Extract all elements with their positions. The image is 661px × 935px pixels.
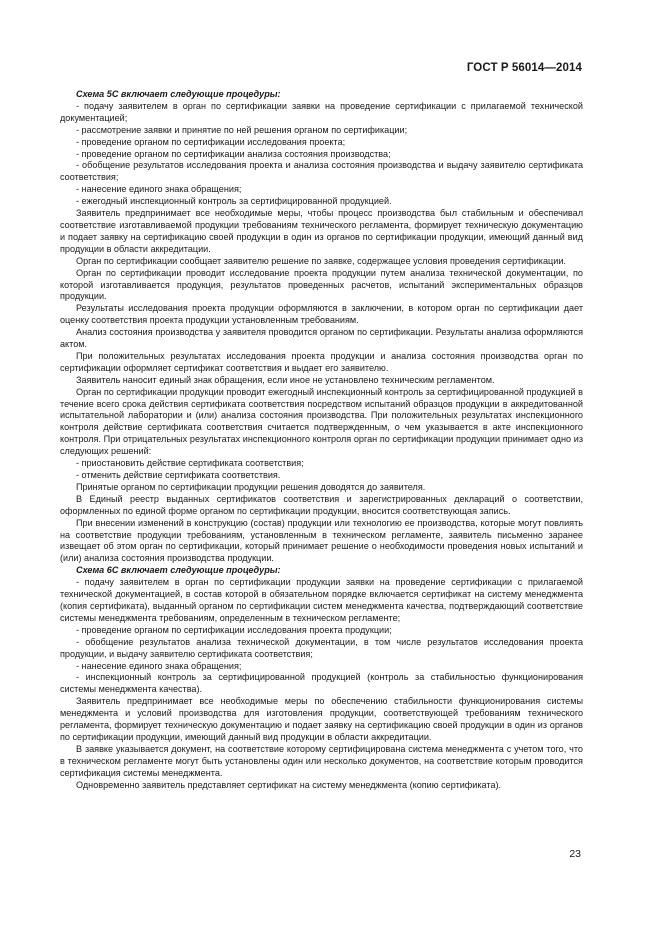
- page-number: 23: [569, 848, 581, 860]
- paragraph: При внесении изменений в конструкцию (состав) продукции или технологию ее производства, которые могут повлиять на соответствие продукции требованиям, установленным в техническом регламенте, заявитель письменно заранее извещает об этом орган по сертификации, который принимает решение о необходимости проведения новых испытаний и (или) анализа состояния производства продукции.: [60, 517, 583, 564]
- paragraph: В заявке указывается документ, на соответствие которому сертифицирована система менеджмента с учетом того, что в техническом регламенте могут быть установлены один или несколько документов, на соответствие которым проводится сертификация системы менеджмента.: [60, 743, 583, 778]
- scheme-5c-heading: Схема 5С включает следующие процедуры:: [76, 89, 281, 99]
- list-item: - проведение органом по сертификации анализа состояния производства;: [76, 148, 391, 159]
- list-item: - подачу заявителем в орган по сертификации заявки на проведение сертификации с прилагаемой технической документацией;: [60, 100, 583, 123]
- list-item: - обобщение результатов анализа технической документации, в том числе результатов исследования проекта продукции, и выдачу заявителю сертификата соответствия;: [60, 636, 583, 659]
- paragraph: Орган по сертификации проводит исследование проекта продукции путем анализа технической документации, по которой изготавливается продукция, результатов проведенных расчетов, испытаний экспериментальных образцов продукции.: [60, 267, 583, 302]
- paragraph: Заявитель предпринимает все необходимые меры по обеспечению стабильности функционирования системы менеджмента и условий производства для изготовления продукции, соответствующей требованиям технического регламента, формирует техническую документацию и подает заявку на сертификацию своей продукции в один из органов по сертификации продукции, имеющий данный вид продукции в области аккредитации.: [60, 696, 583, 742]
- paragraph: Орган по сертификации продукции проводит ежегодный инспекционный контроль за сертифицированной продукцией в течение всего срока действия сертификата соответствия посредством испытаний образцов продукции в аккредитованной испытательной лаборатории и (или) анализа состояния производства. При положительных результатах инспекционного контроля действие сертификата соответствия считается подтвержденным, о чем указывается в акте инспекционного контроля. При отрицательных результатах инспекционного контроля орган по сертификации продукции принимает одно из следующих решений:: [60, 386, 583, 457]
- list-item: - подачу заявителем в орган по сертификации продукции заявки на проведение сертификации с прилагаемой технической документацией, в состав которой в обязательном порядке включается сертификат на систему менеджмента (копия сертификата), выданный органом по сертификации систем менеджмента качества, подтверждающий соответствие системы менеджмента требованиям, определенным в техническом регламенте;: [60, 577, 583, 623]
- paragraph: Заявитель наносит единый знак обращения, если иное не установлено техническим регламентом.: [76, 374, 495, 385]
- paragraph: Одновременно заявитель представляет сертификат на систему менеджмента (копию сертификата).: [76, 779, 502, 790]
- scheme-6c-heading: Схема 6С включает следующие процедуры:: [76, 565, 281, 576]
- paragraph: Анализ состояния производства у заявителя проводится органом по сертификации. Результаты анализа оформляются актом.: [60, 327, 583, 350]
- list-item: - проведение органом по сертификации исследования проекта продукции;: [76, 624, 392, 635]
- paragraph: Результаты исследования проекта продукции оформляются в заключении, в котором орган по сертификации дает оценку соответствия проекта продукции установленным требованиям.: [60, 303, 583, 326]
- list-item: - отменить действие сертификата соответствия.: [76, 470, 281, 480]
- list-item: - проведение органом по сертификации исследования проекта;: [76, 136, 346, 147]
- list-item: - ежегодный инспекционный контроль за сертифицированной продукцией.: [76, 196, 392, 207]
- paragraph: Заявитель предпринимает все необходимые меры, чтобы процесс производства был стабильным и обеспечивал соответствие изготавливаемой продукции требованиям технического регламента, формирует техническую документацию и подает заявку на сертификацию своей продукции в один из органов по сертификации продукции, имеющий данный вид продукции в области аккредитации.: [60, 208, 583, 254]
- list-item: - нанесение единого знака обращения;: [76, 184, 242, 195]
- list-item: - инспекционный контроль за сертифицированной продукцией (контроль за стабильностью функционирования системы менеджмента качества).: [60, 672, 583, 695]
- paragraph: Орган по сертификации сообщает заявителю решение по заявке, содержащее условия проведения сертификации.: [76, 255, 566, 266]
- list-item: - рассмотрение заявки и принятие по ней решения органом по сертификации;: [76, 124, 408, 135]
- list-item: - нанесение единого знака обращения;: [76, 660, 242, 671]
- list-item: - приостановить действие сертификата соответствия;: [76, 458, 304, 469]
- list-item: - обобщение результатов исследования проекта и анализа состояния производства и выдачу заявителю сертификата соответствия;: [60, 160, 583, 183]
- paragraph: При положительных результатах исследования проекта продукции и анализа состояния производства орган по сертификации оформляет сертификат соответствия и выдает его заявителю.: [60, 350, 583, 373]
- paragraph: В Единый реестр выданных сертификатов соответствия и зарегистрированных деклараций о соответствии, оформленных по единой форме органом по сертификации продукции, вносится соответствующая запись.: [60, 493, 583, 516]
- standard-designation: ГОСТ Р 56014—2014: [466, 62, 582, 74]
- paragraph: Принятые органом по сертификации продукции решения доводятся до заявителя.: [76, 481, 426, 492]
- body-text: [60, 89, 583, 791]
